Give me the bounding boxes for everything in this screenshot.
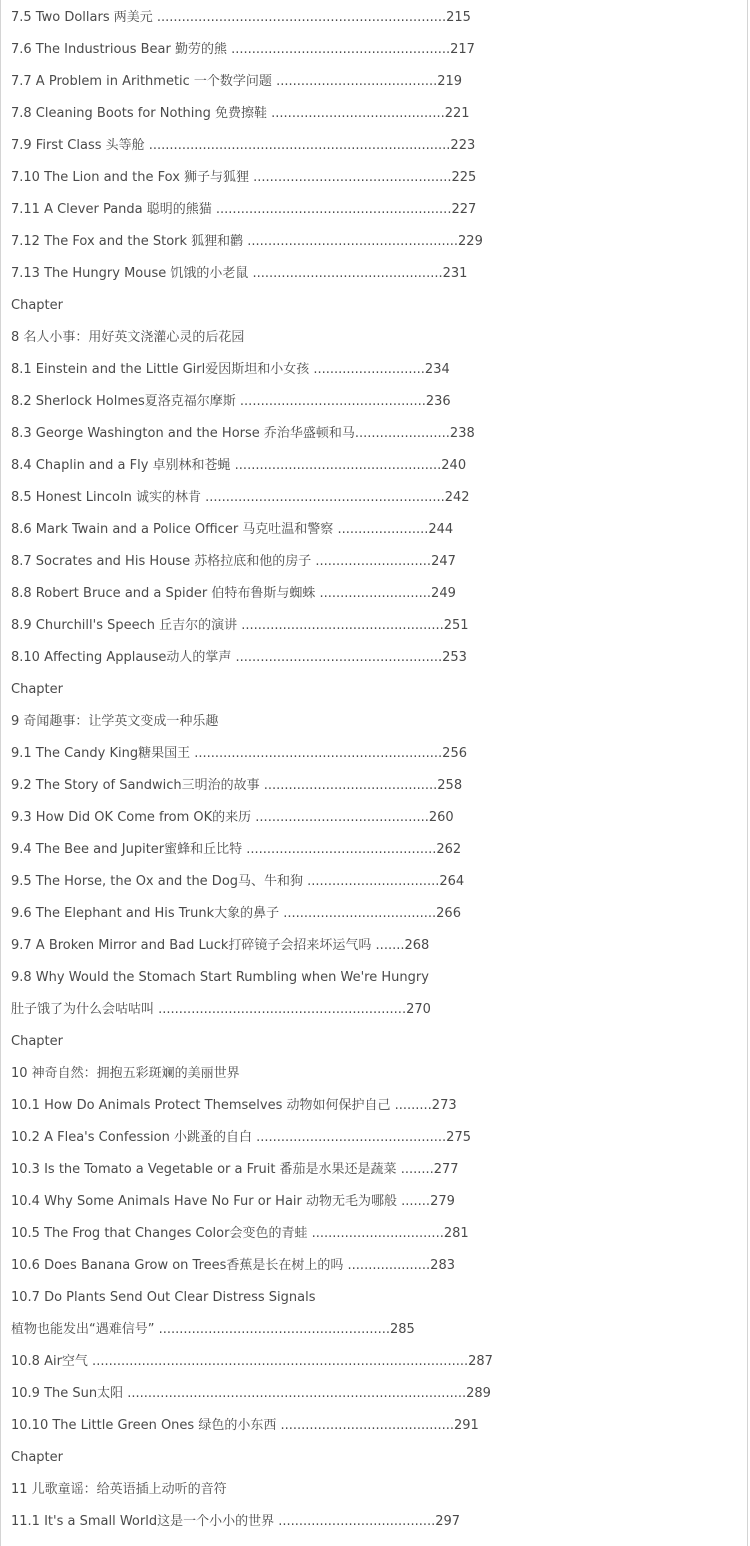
toc-entry: 9.1 The Candy King糖果国王 ............................................................256	[11, 746, 467, 761]
toc-entry: 9.5 The Horse, the Ox and the Dog马、牛和狗 ................................264	[11, 874, 465, 889]
toc-entry: 11 儿歌童谣：给英语插上动听的音符	[11, 1482, 227, 1497]
toc-entry: 11.1 It's a Small World这是一个小小的世界 ......................................297	[11, 1514, 461, 1529]
toc-entry: 8.1 Einstein and the Little Girl爱因斯坦和小女孩 ...........................234	[11, 362, 450, 377]
toc-entry: 10.6 Does Banana Grow on Trees香蕉是长在树上的吗 ....................283	[11, 1258, 455, 1273]
toc-entry: 8.2 Sherlock Holmes夏洛克福尔摩斯 .............................................236	[11, 394, 451, 409]
toc-entry: 7.6 The Industrious Bear 勤劳的熊 .....................................................217	[11, 42, 475, 57]
toc-entry: 10.2 A Flea's Confession 小跳蚤的自白 ..............................................275	[11, 1130, 471, 1145]
toc-entry: 10.8 Air空气 ...........................................................................................287	[11, 1354, 493, 1369]
toc-entry: 10.5 The Frog that Changes Color会变色的青蛙 ................................281	[11, 1226, 469, 1241]
toc-entry: 10.4 Why Some Animals Have No Fur or Hair 动物无毛为哪般 .......279	[11, 1194, 455, 1209]
toc-entry: 8.9 Churchill's Speech 丘吉尔的演讲 .................................................251	[11, 618, 469, 633]
toc-entry: 9.8 Why Would the Stomach Start Rumbling when We're Hungry	[11, 970, 429, 985]
toc-entry: 9.3 How Did OK Come from OK的来历 ..........................................260	[11, 810, 454, 825]
toc-entry: 7.12 The Fox and the Stork 狐狸和鹳 ...................................................229	[11, 234, 483, 249]
chapter-heading: Chapter	[11, 1034, 63, 1049]
toc-entry: 10 神奇自然：拥抱五彩斑斓的美丽世界	[11, 1066, 240, 1081]
toc-entry: 8.4 Chaplin and a Fly 卓别林和苍蝇 ..................................................240	[11, 458, 467, 473]
toc-entry: 9 奇闻趣事：让学英文变成一种乐趣	[11, 714, 219, 729]
toc-entry: 植物也能发出“遇难信号” ........................................................285	[11, 1322, 415, 1337]
toc-entry: 8.10 Affecting Applause动人的掌声 ..................................................253	[11, 650, 467, 665]
chapter-heading: Chapter	[11, 1450, 63, 1465]
toc-entry: 7.7 A Problem in Arithmetic 一个数学问题 .......................................219	[11, 74, 463, 89]
toc-entry: 8.5 Honest Lincoln 诚实的林肯 ..........................................................242	[11, 490, 470, 505]
toc-entry: 9.6 The Elephant and His Trunk大象的鼻子 .....................................266	[11, 906, 461, 921]
toc-entry: 10.9 The Sun太阳 ..................................................................................289	[11, 1386, 491, 1401]
toc-entry: 10.1 How Do Animals Protect Themselves 动物如何保护自己 .........273	[11, 1098, 457, 1113]
toc-entry: 8.7 Socrates and His House 苏格拉底和他的房子 ............................247	[11, 554, 456, 569]
toc-entry: 肚子饿了为什么会咕咕叫 ............................................................270	[11, 1002, 431, 1017]
toc-entry: 9.7 A Broken Mirror and Bad Luck打碎镜子会招来坏运气吗 .......268	[11, 938, 430, 953]
toc-entry: 8.6 Mark Twain and a Police Officer 马克吐温和警察 ......................244	[11, 522, 454, 537]
toc-entry: 7.8 Cleaning Boots for Nothing 免费擦鞋 ..........................................221	[11, 106, 470, 121]
toc-entry: 10.7 Do Plants Send Out Clear Distress Signals	[11, 1290, 316, 1305]
toc-entry: 7.11 A Clever Panda 聪明的熊猫 .........................................................227	[11, 202, 477, 217]
toc-entry: 8 名人小事：用好英文浇灌心灵的后花园	[11, 330, 245, 345]
toc-entry: 8.3 George Washington and the Horse 乔治华盛顿和马.......................238	[11, 426, 475, 441]
chapter-heading: Chapter	[11, 682, 63, 697]
toc-entry: 7.9 First Class 头等舱 .........................................................................223	[11, 138, 476, 153]
toc-entry: 10.10 The Little Green Ones 绿色的小东西 ..........................................291	[11, 1418, 479, 1433]
toc-entry: 9.2 The Story of Sandwich三明治的故事 ..........................................258	[11, 778, 463, 793]
toc-entry: 7.5 Two Dollars 两美元 ......................................................................215	[11, 10, 471, 25]
toc-entry: 7.10 The Lion and the Fox 狮子与狐狸 ................................................225	[11, 170, 477, 185]
toc-entry: 10.3 Is the Tomato a Vegetable or a Fruit 番茄是水果还是蔬菜 ........277	[11, 1162, 459, 1177]
chapter-heading: Chapter	[11, 298, 63, 313]
toc-entry: 8.8 Robert Bruce and a Spider 伯特布鲁斯与蜘蛛 ...........................249	[11, 586, 456, 601]
toc-entry: 7.13 The Hungry Mouse 饥饿的小老鼠 ..............................................231	[11, 266, 468, 281]
toc-entry: 9.4 The Bee and Jupiter蜜蜂和丘比特 ..............................................262	[11, 842, 462, 857]
